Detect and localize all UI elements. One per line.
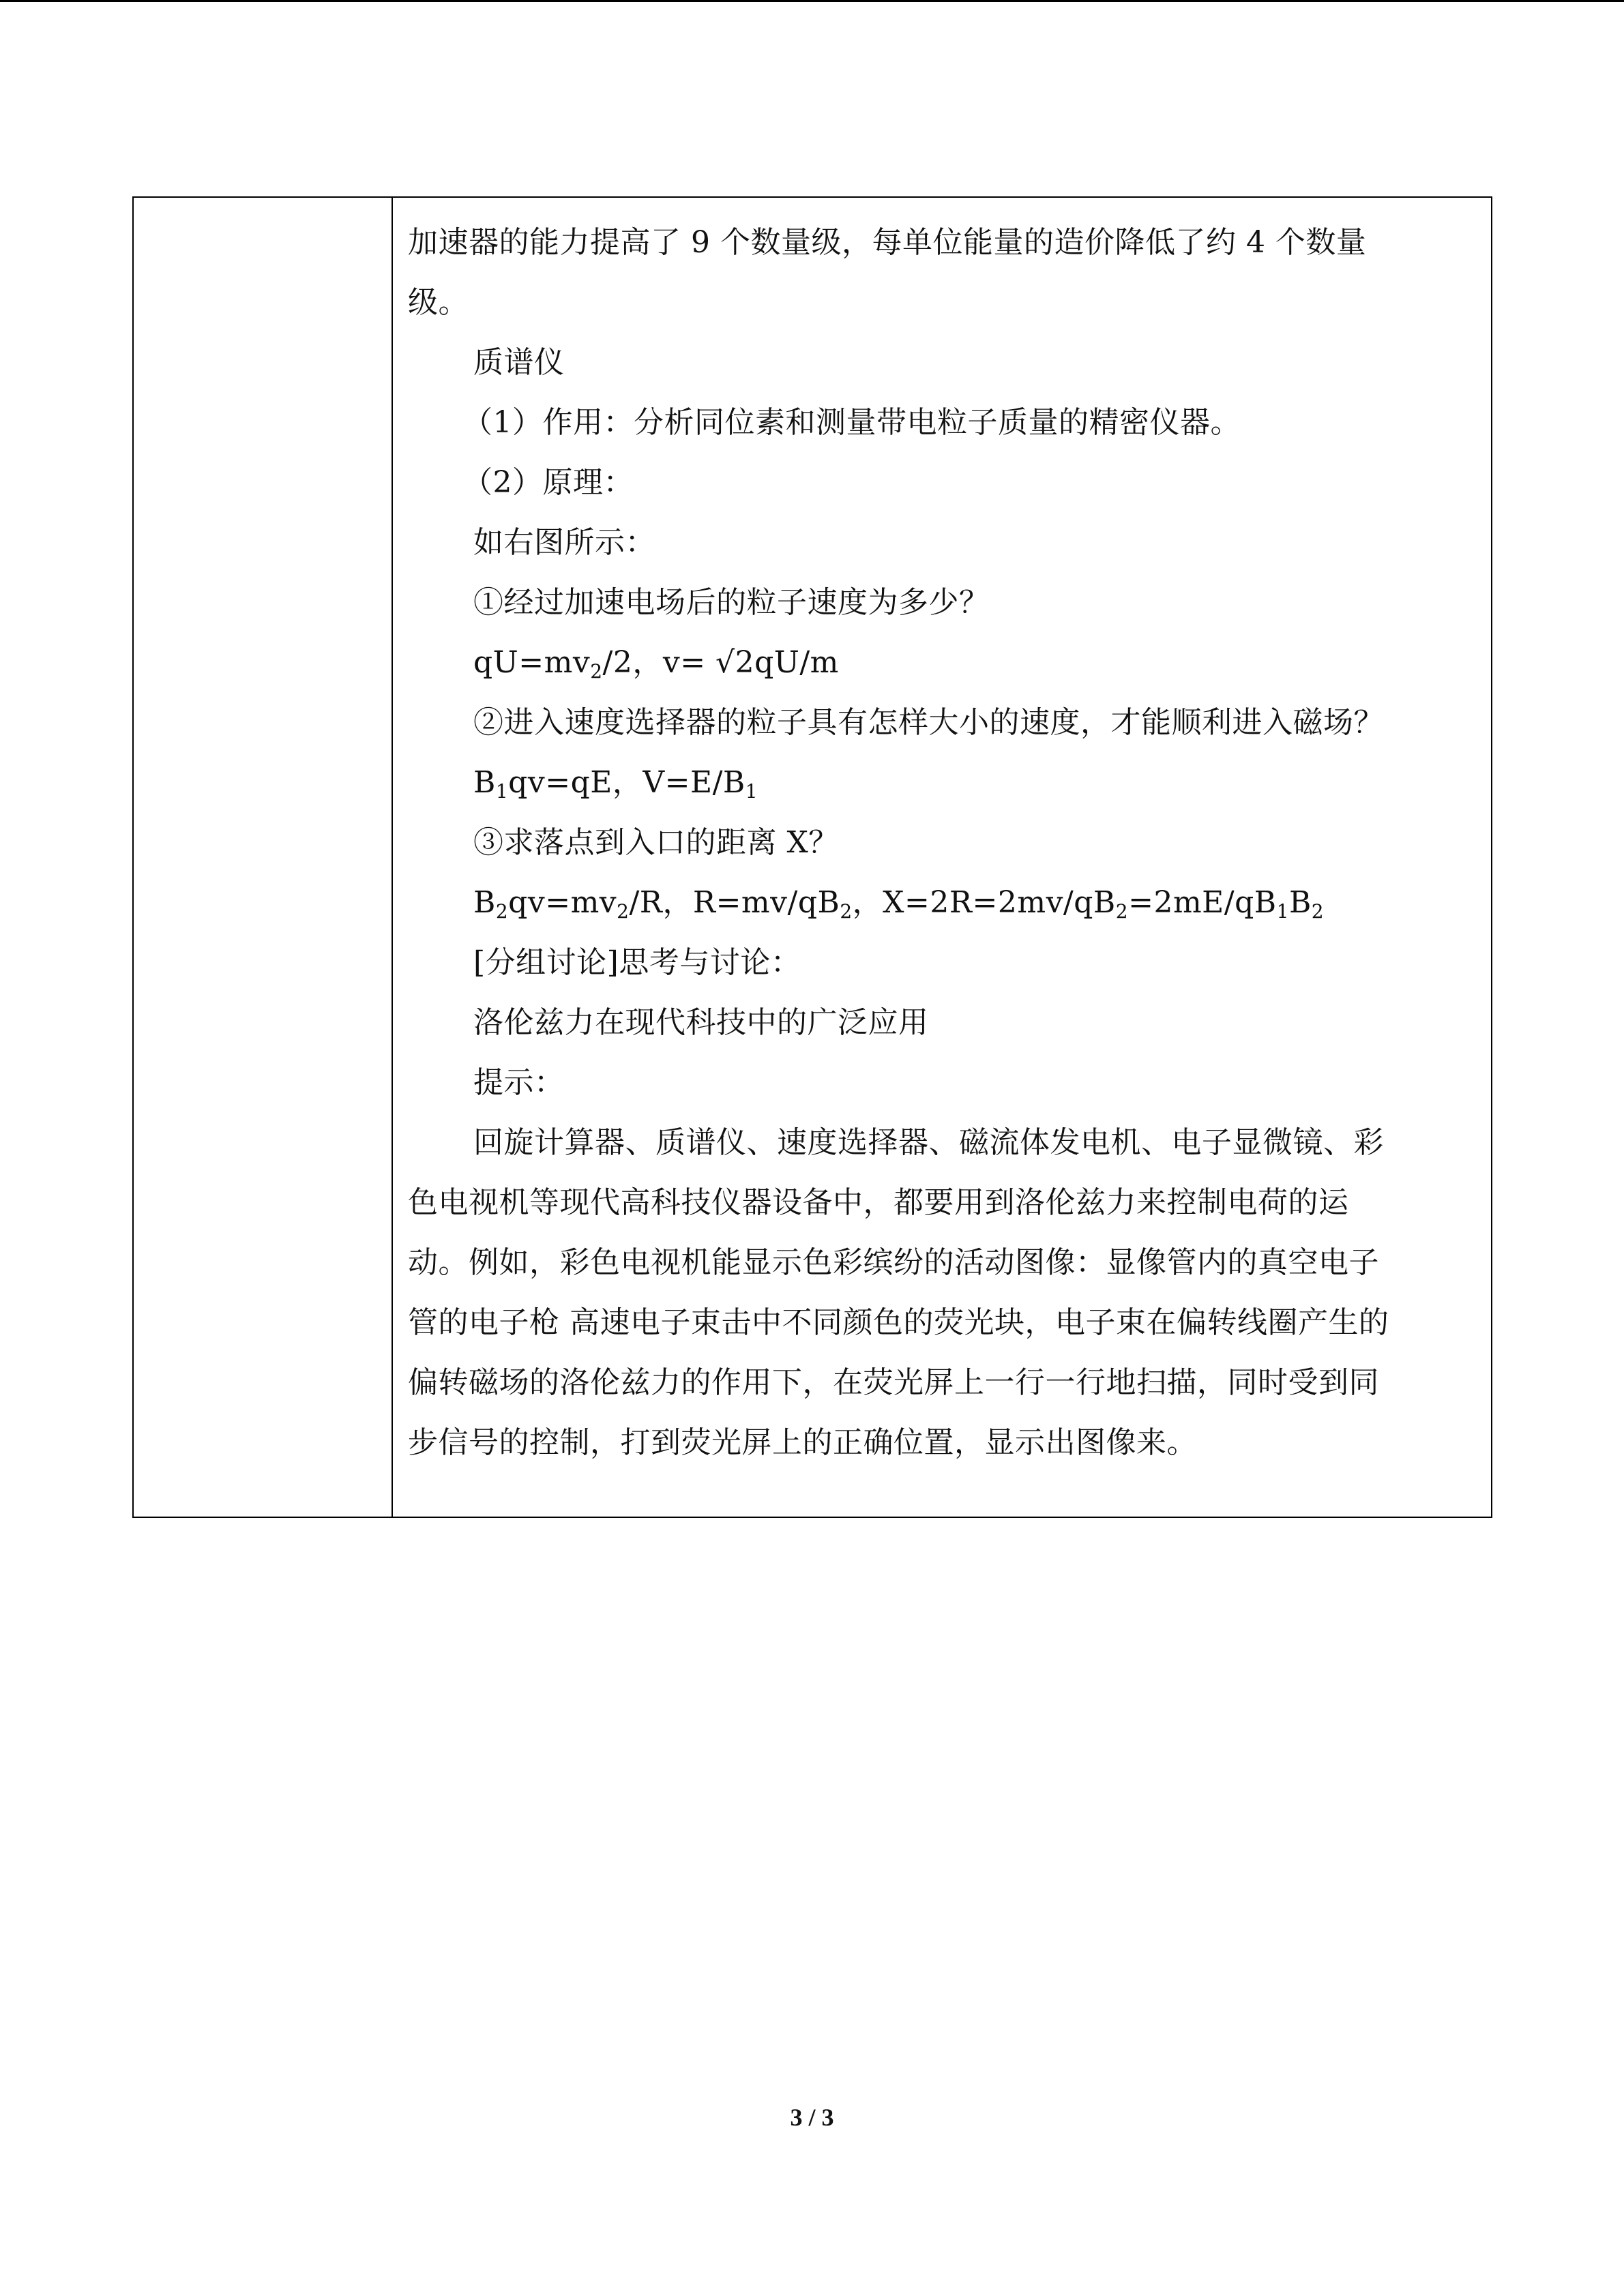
text-line: 洛伦兹力在现代科技中的广泛应用 xyxy=(473,1005,929,1040)
formula-line: $B_1qv=qE$，$V=E/B_1$ xyxy=(473,765,758,803)
text-line: （1）作用：分析同位素和测量带电粒子质量的精密仪器。 xyxy=(462,405,1241,440)
formula-line: $B_2qv=mv_2/R$，$R=mv/qB_2$，$X=2R=2mv/qB_2=2mE/qB_1B_2$ xyxy=(473,885,1325,923)
paragraph-line: 步信号的控制，打到荧光屏上的正确位置，显示出图像来。 xyxy=(408,1425,1197,1460)
lesson-table xyxy=(132,196,1492,1518)
text-line: 如右图所示： xyxy=(473,525,655,560)
text-line: 级。 xyxy=(408,285,469,320)
question-line: ①经过加速电场后的粒子速度为多少？ xyxy=(473,585,990,620)
question-line: ②进入速度选择器的粒子具有怎样大小的速度，才能顺利进入磁场？ xyxy=(473,705,1384,740)
question-line: ③求落点到入口的距离 X？ xyxy=(473,825,839,860)
text-line: 加速器的能力提高了 9 个数量级，每单位能量的造价降低了约 4 个数量 xyxy=(408,225,1367,260)
top-border-line xyxy=(0,0,1624,2)
paragraph-line: 动。例如，彩色电视机能显示色彩缤纷的活动图像：显像管内的真空电子 xyxy=(408,1245,1379,1280)
text-line: [分组讨论]思考与讨论： xyxy=(473,945,801,980)
paragraph-line: 回旋计算器、质谱仪、速度选择器、磁流体发电机、电子显微镜、彩 xyxy=(473,1125,1384,1160)
text-line: 提示： xyxy=(473,1065,565,1100)
table-right-cell xyxy=(393,198,1491,1517)
paragraph-line: 色电视机等现代高科技仪器设备中，都要用到洛伦兹力来控制电荷的运 xyxy=(408,1185,1349,1220)
table-left-cell xyxy=(134,198,393,1517)
paragraph-line: 偏转磁场的洛伦兹力的作用下，在荧光屏上一行一行地扫描，同时受到同 xyxy=(408,1365,1379,1400)
text-line: （2）原理： xyxy=(462,465,634,500)
paragraph-line: 管的电子枪 高速电子束击中不同颜色的荧光块，电子束在偏转线圈产生的 xyxy=(408,1305,1389,1340)
page-number: 3 / 3 xyxy=(790,2104,834,2131)
formula-line: $qU=mv_2/2$，v= √2qU/m xyxy=(473,645,839,683)
section-heading-mass-spectrometer: 质谱仪 xyxy=(473,345,565,380)
